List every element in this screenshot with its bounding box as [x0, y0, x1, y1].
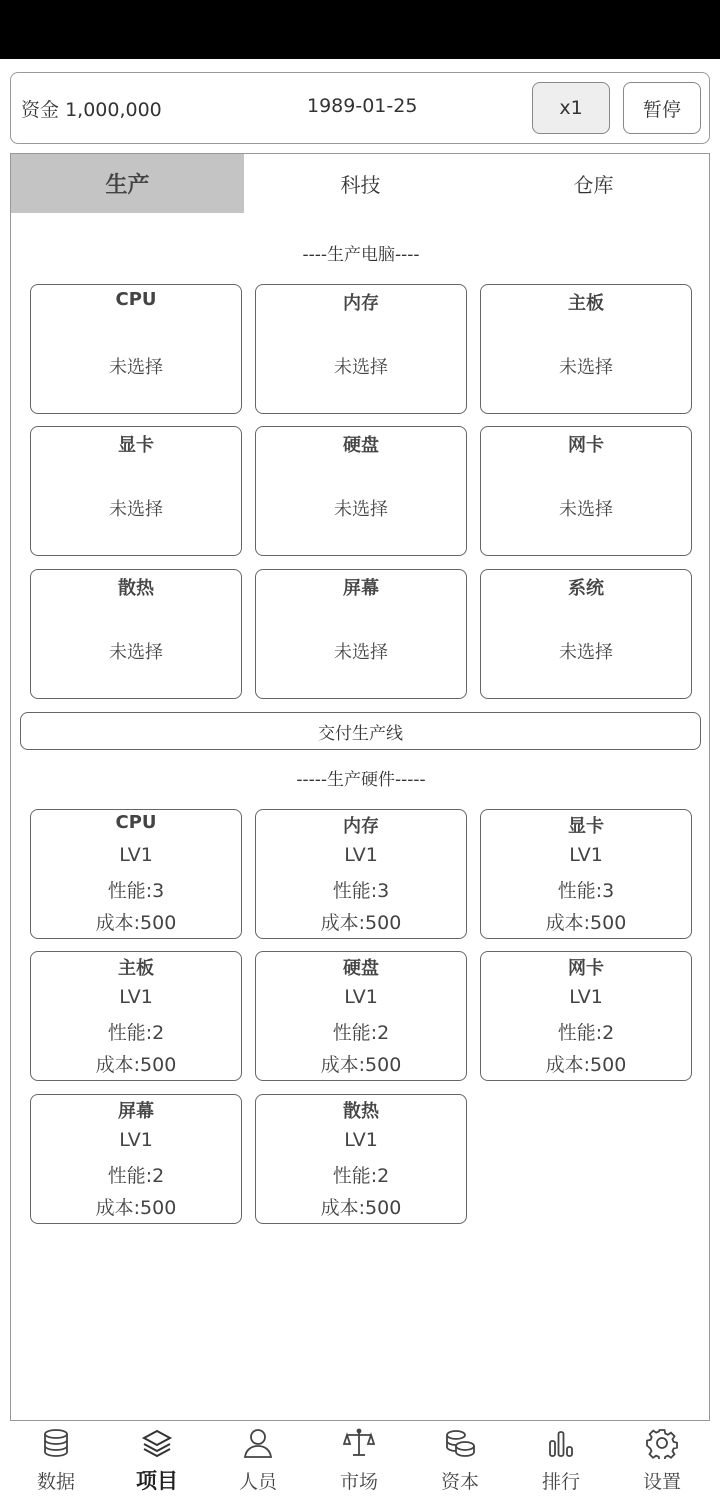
bar-chart-icon — [545, 1427, 577, 1459]
nav-staff[interactable] — [218, 1421, 298, 1499]
slot-name: 硬盘 — [343, 435, 379, 456]
hardware-performance: 性能:3 — [332, 880, 390, 902]
slot-cpu[interactable] — [30, 284, 242, 414]
hardware-cost: 成本:500 — [95, 912, 177, 934]
hardware-name: 网卡 — [568, 958, 604, 979]
database-icon — [40, 1427, 72, 1459]
hardware-card-cooling[interactable] — [255, 1094, 467, 1224]
hardware-name: 内存 — [343, 816, 379, 837]
hardware-level: LV1 — [344, 986, 378, 1008]
funds-label: 资金 — [21, 99, 60, 121]
deliver-production-line-button[interactable]: 交付生产线 — [20, 712, 701, 750]
nav-label: 排行 — [541, 1471, 580, 1493]
hardware-performance: 性能:2 — [332, 1165, 390, 1187]
slot-value: 未选择 — [109, 499, 163, 520]
slot-value: 未选择 — [559, 499, 613, 520]
hardware-card-disk[interactable] — [255, 951, 467, 1081]
slot-value: 未选择 — [334, 499, 388, 520]
game-date: 1989-01-25 — [307, 95, 418, 117]
slot-name: 显卡 — [118, 435, 154, 456]
hardware-level: LV1 — [569, 844, 603, 866]
slot-network-card[interactable] — [480, 426, 692, 556]
hardware-card-cpu[interactable] — [30, 809, 242, 939]
pause-button[interactable]: 暂停 — [623, 82, 701, 134]
nav-projects[interactable] — [117, 1421, 197, 1499]
hardware-level: LV1 — [119, 986, 153, 1008]
hardware-cost: 成本:500 — [320, 912, 402, 934]
hardware-level: LV1 — [344, 1129, 378, 1151]
slot-value: 未选择 — [109, 357, 163, 378]
speed-button[interactable]: x1 — [532, 82, 610, 134]
status-bar — [0, 0, 720, 59]
hardware-name: 硬盘 — [343, 958, 379, 979]
hardware-cost: 成本:500 — [545, 1054, 627, 1076]
main-panel — [10, 153, 710, 1421]
production-section-title: ----生产电脑---- — [302, 245, 420, 265]
funds-value: 1,000,000 — [65, 99, 162, 121]
hardware-section-title: -----生产硬件----- — [296, 770, 426, 790]
hardware-name: 显卡 — [568, 816, 604, 837]
slot-value: 未选择 — [109, 642, 163, 663]
hardware-cost: 成本:500 — [545, 912, 627, 934]
nav-label: 设置 — [642, 1471, 681, 1493]
slot-gpu[interactable] — [30, 426, 242, 556]
nav-ranking[interactable] — [521, 1421, 601, 1499]
hardware-name: CPU — [115, 812, 157, 833]
top-bar — [10, 72, 710, 144]
slot-disk[interactable] — [255, 426, 467, 556]
nav-label: 人员 — [238, 1471, 277, 1493]
tab-technology[interactable]: 科技 — [340, 173, 381, 197]
person-icon — [242, 1427, 274, 1459]
gear-icon — [646, 1427, 678, 1459]
nav-capital[interactable] — [420, 1421, 500, 1499]
hardware-card-network-card[interactable] — [480, 951, 692, 1081]
slot-value: 未选择 — [559, 642, 613, 663]
hardware-performance: 性能:2 — [557, 1022, 615, 1044]
hardware-name: 主板 — [118, 958, 154, 979]
hardware-level: LV1 — [119, 1129, 153, 1151]
slot-motherboard[interactable] — [480, 284, 692, 414]
hardware-level: LV1 — [569, 986, 603, 1008]
hardware-performance: 性能:2 — [107, 1022, 165, 1044]
slot-name: 屏幕 — [343, 578, 379, 599]
hardware-card-screen[interactable] — [30, 1094, 242, 1224]
slot-system[interactable] — [480, 569, 692, 699]
slot-name: 网卡 — [568, 435, 604, 456]
nav-data[interactable] — [16, 1421, 96, 1499]
tab-warehouse[interactable]: 仓库 — [573, 173, 614, 197]
nav-market[interactable] — [319, 1421, 399, 1499]
slot-name: 系统 — [568, 578, 604, 599]
funds-display — [21, 95, 162, 122]
hardware-card-memory[interactable] — [255, 809, 467, 939]
hardware-cost: 成本:500 — [95, 1054, 177, 1076]
slot-memory[interactable] — [255, 284, 467, 414]
tab-production[interactable]: 生产 — [11, 154, 244, 213]
slot-name: 散热 — [118, 578, 154, 599]
slot-name: CPU — [115, 289, 157, 310]
nav-settings[interactable] — [622, 1421, 702, 1499]
hardware-card-motherboard[interactable] — [30, 951, 242, 1081]
hardware-name: 屏幕 — [118, 1101, 154, 1122]
slot-value: 未选择 — [334, 357, 388, 378]
scale-icon — [343, 1427, 375, 1459]
hardware-cost: 成本:500 — [320, 1054, 402, 1076]
bottom-nav — [0, 1421, 720, 1499]
hardware-cost: 成本:500 — [320, 1197, 402, 1219]
slot-name: 内存 — [343, 293, 379, 314]
slot-name: 主板 — [568, 293, 604, 314]
coins-icon — [444, 1427, 476, 1459]
nav-label: 市场 — [339, 1471, 378, 1493]
nav-label: 项目 — [136, 1469, 178, 1493]
hardware-level: LV1 — [344, 844, 378, 866]
slot-screen[interactable] — [255, 569, 467, 699]
hardware-cost: 成本:500 — [95, 1197, 177, 1219]
layers-icon — [141, 1427, 173, 1459]
hardware-card-gpu[interactable] — [480, 809, 692, 939]
hardware-performance: 性能:2 — [107, 1165, 165, 1187]
slot-value: 未选择 — [559, 357, 613, 378]
hardware-performance: 性能:3 — [557, 880, 615, 902]
slot-value: 未选择 — [334, 642, 388, 663]
slot-cooling[interactable] — [30, 569, 242, 699]
hardware-name: 散热 — [343, 1101, 379, 1122]
nav-label: 数据 — [36, 1471, 75, 1493]
hardware-level: LV1 — [119, 844, 153, 866]
hardware-performance: 性能:3 — [107, 880, 165, 902]
nav-label: 资本 — [440, 1471, 479, 1493]
hardware-performance: 性能:2 — [332, 1022, 390, 1044]
